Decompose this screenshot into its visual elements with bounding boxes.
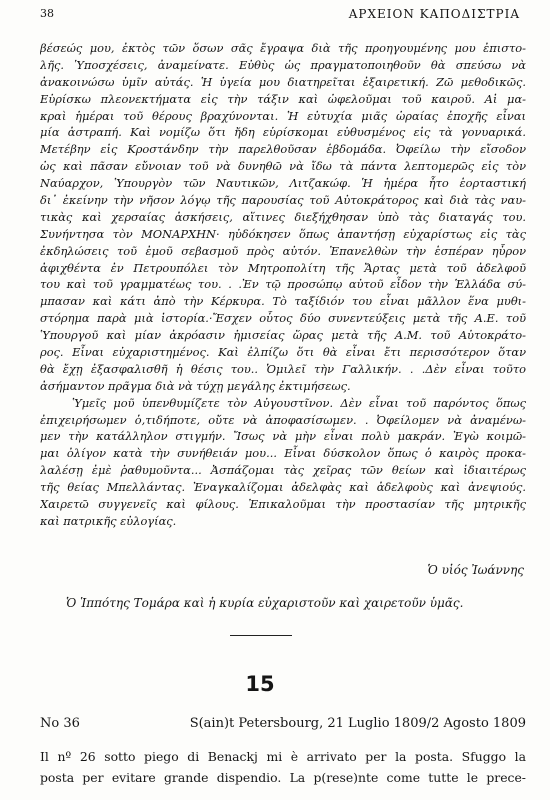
running-head: ΑΡΧΕΙΟΝ ΚΑΠΟΔΙΣΤΡΙΑ bbox=[348, 7, 520, 21]
text-line: ἀσήμαντον πρᾶγμα διὰ νὰ τύχῃ μεγάλης ἐκτιμήσεως. bbox=[40, 378, 351, 393]
text-line: ρος. Εἶναι εὐχαριστημένος. Καὶ ἐλπίζω ὅτι θὰ εἶναι ἔτι περισσότερον ὅταν bbox=[40, 345, 526, 360]
text-line: κραὶ ἡμέραι τοῦ θέρους βραχύνονται. Ἡ εὐτυχία μιᾶς ὡραίας ἐποχῆς εἶναι bbox=[40, 108, 526, 123]
document-number: 15 bbox=[245, 672, 275, 696]
text-line: λῆς. Ὑποσχέσεις, ἀναμείνατε. Εὐθὺς ὡς πραγματοποιηθοῦν θὰ σπεύσω νὰ bbox=[40, 57, 526, 72]
text-line: θὰ ἔχῃ ἐξασφαλισθῆ ἡ θέσις του.. Ὁμιλεῖ τὴν Γαλλικήν. . .Δὲν εἶναι τοῦτο bbox=[40, 361, 526, 376]
archive-number: No 36 bbox=[40, 716, 80, 731]
text-line: ὡς καὶ πᾶσαν εὔνοιαν τοῦ νὰ δυνηθῶ νὰ ἴδω τὰ πάντα λεπτομερῶς εἰς τὸν bbox=[40, 159, 526, 174]
page-header bbox=[40, 7, 520, 23]
text-line: ἀφιχθέντα ἐν Πετρουπόλει τὸν Μητροπολίτη τῆς Ἄρτας μετὰ τοῦ ἀδελφοῦ bbox=[40, 260, 526, 275]
text-line: Il nº 26 sotto piego di Benackj mi è arrivato per la posta. Sfuggo la bbox=[40, 749, 526, 764]
text-line: μαι ὀλίγον κατὰ τὴν συνήθειάν μου... Εἶναι δύσκολον ὅπως ὁ καιρὸς προκα- bbox=[40, 446, 526, 461]
text-line: λαλέσῃ ἐμὲ ῥαθυμοῦντα... Ἀσπάζομαι τὰς χεῖρας τῶν θείων καὶ ἰδιαιτέρως bbox=[40, 463, 526, 478]
text-line: τῆς θείας Μπελλάντας. Ἐναγκαλίζομαι ἀδελφὰς καὶ ἀδελφοὺς καὶ ἀνεψιούς. bbox=[40, 480, 526, 495]
letter-signature: Ὁ υἱός Ἰωάννης bbox=[427, 563, 524, 577]
text-line: του καὶ τοῦ γραμματέως του. . .Ἐν τῷ προσώπῳ αὐτοῦ εἶδον τὴν Ἑλλάδα σύ- bbox=[40, 277, 526, 292]
text-line: βέσεώς μου, ἐκτὸς τῶν ὅσων σᾶς ἔγραψα διὰ τῆς προηγουμένης μου ἐπιστο- bbox=[40, 41, 526, 55]
text-line: μία ἀστραπή. Καὶ νομίζω ὅτι ἤδη εὑρίσκομαι εὐθυσμένος εἰς τὰ γονυαρικά. bbox=[40, 125, 526, 140]
text-line: δι᾽ ἐκείνην τὴν νῆσον λόγῳ τῆς παρουσίας τοῦ Αὐτοκράτορος καὶ διὰ τὰς ναυ- bbox=[40, 193, 526, 208]
text-line: Εὑρίσκω πλεονεκτήματα εἰς τὴν τάξιν καὶ ὠφελοῦμαι τοῦ καιροῦ. Αἱ μα- bbox=[40, 91, 526, 106]
text-line: Συνήντησα τὸν ΜΟΝΑΡΧΗΝ· ηὐδόκησεν ὅπως ἀπαντήσῃ εὐχαρίστως εἰς τὰς bbox=[40, 226, 526, 241]
text-line: Χαιρετῶ συγγενεῖς καὶ φίλους. Ἐπικαλοῦμαι τὴν προστασίαν τῆς μητρικῆς bbox=[40, 497, 526, 512]
text-line: posta per evitare grande dispendio. La p(rese)nte come tutte le prece- bbox=[40, 770, 526, 785]
document-meta bbox=[40, 716, 526, 734]
text-line: ἐπιχειρήσωμεν ὁ,τιδήποτε, οὔτε νὰ ἀποφασίσωμεν. . Ὀφείλομεν νὰ ἀναμένω- bbox=[40, 412, 526, 427]
text-line: ἀνακοινώσω ὑμῖν αὐτάς. Ἡ ὑγεία μου διατηρεῖται ἐξαιρετική. Ζῶ μεθοδικῶς. bbox=[40, 74, 526, 89]
text-line: Ὑπουργοῦ καὶ μίαν ἀκρόασιν ἡμισείας ὥρας μετὰ τῆς Α.Μ. τοῦ Αὐτοκράτο- bbox=[40, 328, 526, 343]
letter-postscript: Ὁ Ἱππότης Τομάρα καὶ ἡ κυρία εὐχαριστοῦν καὶ χαιρετοῦν ὑμᾶς. bbox=[66, 596, 464, 610]
page-number: 38 bbox=[40, 7, 54, 20]
text-line: καὶ πατρικῆς εὐλογίας. bbox=[40, 513, 177, 528]
text-line: Ὑμεῖς μοῦ ὑπενθυμίζετε τὸν Αὐγουστῖνον. Δὲν εἶναι τοῦ παρόντος ὅπως bbox=[72, 395, 526, 410]
text-line: τικὰς καὶ χερσαίας ἀσκήσεις, αἵτινες διεξήχθησαν ὑπὸ τὰς διαταγάς του. bbox=[40, 209, 526, 224]
text-line: Μετέβην εἰς Κροστάνδην τὴν παρελθοῦσαν ἑβδομάδα. Ὀφείλω τὴν εἴσοδον bbox=[40, 142, 526, 157]
text-line: ἐκδηλώσεις τοῦ ἐμοῦ σεβασμοῦ πρὸς αὐτόν. Ἐπανελθὼν τὴν ἑσπέραν ηὗρον bbox=[40, 243, 526, 258]
italian-letter-body bbox=[40, 746, 526, 788]
text-line: Ναύαρχον, Ὑπουργὸν τῶν Ναυτικῶν, Λιτζακώφ. Ἡ ἡμέρα ἦτο ἑορταστική bbox=[40, 176, 526, 191]
place-date: S(ain)t Petersbourg, 21 Luglio 1809/2 Agosto 1809 bbox=[189, 716, 526, 731]
section-divider bbox=[230, 635, 292, 636]
text-line: μπασαν καὶ κάτι ἀπὸ τὴν Κέρκυρα. Τὸ ταξίδιόν του εἶναι μᾶλλον ἕνα μυθι- bbox=[40, 294, 526, 309]
text-line: στόρημα παρὰ μιὰ ἱστορία.·Ἔσχεν οὗτος δύο συνεντεύξεις μετὰ τῆς Α.Ε. τοῦ bbox=[40, 311, 526, 326]
text-line: μεν τὴν κατάλληλον στιγμήν. Ἴσως νὰ μὴν εἶναι πολὺ μακράν. Ἐγὼ κοιμῶ- bbox=[40, 429, 526, 444]
greek-letter-body bbox=[40, 40, 526, 530]
